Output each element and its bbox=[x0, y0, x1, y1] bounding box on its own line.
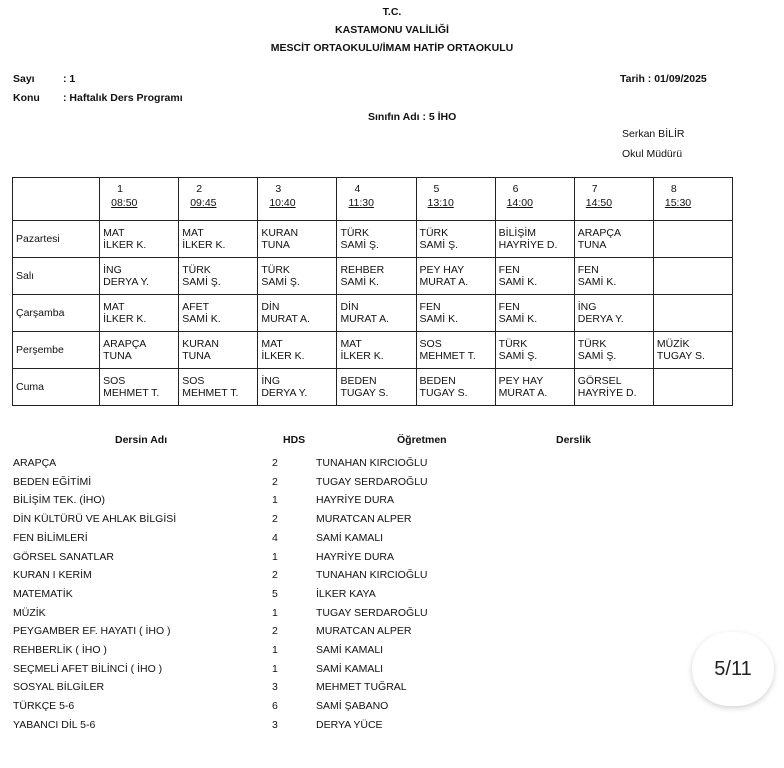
lesson-cell bbox=[416, 258, 495, 295]
konu-value: : Haftalık Ders Programı bbox=[63, 92, 183, 104]
lesson-teacher: SAMİ K. bbox=[182, 313, 221, 325]
course-row bbox=[0, 700, 784, 718]
lesson-teacher: TUNA bbox=[261, 239, 290, 251]
lesson-subject: SOS bbox=[419, 338, 442, 350]
lesson-subject: ARAPÇA bbox=[577, 227, 621, 239]
lesson-teacher: İLKER K. bbox=[261, 350, 305, 362]
lesson-cell bbox=[258, 258, 337, 295]
weekly-schedule-table bbox=[12, 177, 733, 406]
course-name: MATEMATİK bbox=[13, 587, 73, 600]
lesson-cell bbox=[416, 221, 495, 258]
lesson-subject: MÜZİK bbox=[656, 338, 690, 350]
lesson-cell bbox=[258, 369, 337, 406]
lesson-cell bbox=[100, 258, 179, 295]
sayi-value: : 1 bbox=[63, 73, 76, 85]
day-name: Pazartesi bbox=[13, 221, 100, 258]
course-teacher: TUGAY SERDAROĞLU bbox=[316, 475, 428, 488]
lesson-subject: REHBER bbox=[340, 264, 385, 276]
course-teacher: MURATCAN ALPER bbox=[316, 513, 412, 526]
course-hds: 3 bbox=[272, 681, 278, 694]
course-row bbox=[0, 663, 784, 681]
period-header bbox=[179, 178, 258, 221]
course-teacher: İLKER KAYA bbox=[316, 587, 376, 600]
col-header-hds: HDS bbox=[283, 434, 306, 446]
course-teacher: HAYRİYE DURA bbox=[316, 494, 394, 507]
course-teacher: HAYRİYE DURA bbox=[316, 550, 394, 563]
period-number: 6 bbox=[512, 183, 519, 195]
lesson-teacher: DERYA Y. bbox=[103, 276, 150, 288]
day-name: Cuma bbox=[13, 369, 100, 406]
period-number: 3 bbox=[275, 183, 282, 195]
lesson-subject: SOS bbox=[103, 375, 126, 387]
period-header bbox=[258, 178, 337, 221]
day-name: Salı bbox=[13, 258, 100, 295]
lesson-subject: TÜRK bbox=[498, 338, 528, 350]
lesson-cell bbox=[495, 258, 574, 295]
lesson-teacher: HAYRİYE D. bbox=[577, 387, 637, 399]
lesson-subject: ARAPÇA bbox=[103, 338, 147, 350]
corner-cell bbox=[13, 178, 100, 221]
course-name: MÜZİK bbox=[13, 606, 46, 619]
course-name: SEÇMELİ AFET BİLİNCİ ( İHO ) bbox=[13, 662, 163, 675]
lesson-cell bbox=[416, 332, 495, 369]
period-header bbox=[100, 178, 179, 221]
lesson-cell bbox=[574, 295, 653, 332]
lesson-subject: SOS bbox=[182, 375, 205, 387]
schedule-day-row bbox=[13, 258, 733, 295]
course-row bbox=[0, 551, 784, 569]
course-hds: 1 bbox=[272, 550, 278, 563]
lesson-cell bbox=[337, 258, 416, 295]
course-teacher: TUGAY SERDAROĞLU bbox=[316, 606, 428, 619]
period-number: 1 bbox=[117, 183, 123, 195]
lesson-teacher: MEHMET T. bbox=[419, 350, 476, 362]
lesson-cell bbox=[574, 221, 653, 258]
course-teacher: SAMİ KAMALI bbox=[316, 662, 384, 675]
period-number: 4 bbox=[354, 183, 361, 195]
header-governorship: KASTAMONU VALİLİĞİ bbox=[335, 24, 449, 36]
page-indicator: 5/11 bbox=[692, 632, 774, 706]
course-hds: 2 bbox=[272, 457, 278, 469]
course-name: KURAN I KERİM bbox=[13, 569, 92, 582]
header-school-name: MESCİT ORTAOKULU/İMAM HATİP ORTAOKULU bbox=[270, 42, 514, 54]
lesson-teacher: İLKER K. bbox=[103, 239, 147, 251]
period-number: 5 bbox=[433, 183, 440, 195]
lesson-cell bbox=[258, 295, 337, 332]
lesson-teacher: MEHMET T. bbox=[103, 387, 160, 399]
period-time: 10:40 bbox=[269, 197, 296, 209]
lesson-teacher: İLKER K. bbox=[340, 350, 384, 362]
lesson-cell bbox=[258, 332, 337, 369]
course-name: REHBERLİK ( İHO ) bbox=[13, 644, 107, 656]
period-time: 08:50 bbox=[111, 197, 138, 209]
lesson-cell bbox=[337, 369, 416, 406]
course-row bbox=[0, 532, 784, 550]
principal-name: Serkan BİLİR bbox=[622, 128, 685, 140]
col-header-course: Dersin Adı bbox=[115, 434, 168, 446]
course-row bbox=[0, 588, 784, 606]
schedule-header-row bbox=[13, 178, 733, 221]
lesson-cell bbox=[495, 332, 574, 369]
lesson-subject: TÜRK bbox=[261, 264, 290, 276]
lesson-teacher: SAMİ Ş. bbox=[261, 276, 300, 288]
period-time: 14:00 bbox=[506, 197, 533, 209]
course-row bbox=[0, 644, 784, 662]
lesson-teacher: İLKER K. bbox=[103, 313, 147, 325]
lesson-teacher: MEHMET T. bbox=[182, 387, 239, 399]
lesson-teacher: DERYA Y. bbox=[261, 387, 308, 399]
lesson-teacher: TUGAY S. bbox=[656, 350, 705, 362]
course-name: TÜRKÇE 5-6 bbox=[13, 700, 75, 713]
course-name: BİLİŞİM TEK. (İHO) bbox=[13, 494, 105, 507]
principal-title: Okul Müdürü bbox=[622, 148, 683, 160]
course-name: GÖRSEL SANATLAR bbox=[13, 550, 114, 563]
lesson-cell bbox=[337, 295, 416, 332]
course-teacher: SAMİ KAMALI bbox=[316, 644, 384, 656]
course-teacher: SAMİ KAMALI bbox=[316, 531, 384, 544]
lesson-teacher: İLKER K. bbox=[182, 239, 226, 251]
period-header bbox=[337, 178, 416, 221]
period-header bbox=[574, 178, 653, 221]
lesson-subject: İNG bbox=[261, 375, 280, 387]
col-header-teacher: Öğretmen bbox=[397, 434, 447, 446]
lesson-cell bbox=[653, 332, 732, 369]
konu-label: Konu bbox=[13, 92, 40, 104]
lesson-subject: PEY HAY bbox=[498, 375, 544, 387]
lesson-subject: KURAN bbox=[182, 338, 219, 350]
lesson-teacher: SAMİ K. bbox=[419, 313, 459, 325]
lesson-cell bbox=[179, 221, 258, 258]
course-row bbox=[0, 625, 784, 643]
course-hds: 1 bbox=[272, 644, 278, 656]
lesson-teacher: SAMİ K. bbox=[498, 313, 538, 325]
day-name: Çarşamba bbox=[13, 295, 100, 332]
lesson-subject: AFET bbox=[182, 301, 210, 313]
course-name: ARAPÇA bbox=[13, 457, 57, 469]
lesson-cell bbox=[574, 258, 653, 295]
period-header bbox=[416, 178, 495, 221]
lesson-cell bbox=[416, 295, 495, 332]
lesson-teacher: TUNA bbox=[103, 350, 132, 362]
course-teacher: SAMİ ŞABANO bbox=[316, 700, 389, 713]
period-time: 14:50 bbox=[585, 197, 613, 209]
course-name: PEYGAMBER EF. HAYATI ( İHO ) bbox=[13, 625, 171, 638]
course-hds: 1 bbox=[272, 662, 278, 675]
lesson-teacher: SAMİ Ş. bbox=[577, 350, 617, 362]
col-header-room: Derslik bbox=[556, 434, 592, 446]
lesson-subject: MAT bbox=[340, 338, 362, 350]
period-number: 2 bbox=[196, 183, 203, 195]
period-time: 15:30 bbox=[664, 197, 692, 209]
lesson-teacher: TUNA bbox=[182, 350, 211, 362]
lesson-subject: MAT bbox=[182, 227, 204, 239]
class-name: Sınıfın Adı : 5 İHO bbox=[368, 111, 457, 123]
lesson-cell bbox=[653, 369, 732, 406]
period-time: 13:10 bbox=[427, 197, 454, 209]
lesson-cell bbox=[258, 221, 337, 258]
course-row bbox=[0, 569, 784, 587]
lesson-subject: FEN bbox=[577, 264, 599, 276]
lesson-cell bbox=[495, 221, 574, 258]
date: Tarih : 01/09/2025 bbox=[620, 73, 707, 85]
lesson-cell bbox=[100, 332, 179, 369]
course-hds: 1 bbox=[272, 494, 278, 507]
lesson-teacher: SAMİ K. bbox=[577, 276, 617, 288]
lesson-subject: FEN bbox=[498, 264, 520, 276]
lesson-cell bbox=[337, 332, 416, 369]
lesson-subject: BEDEN bbox=[419, 375, 456, 387]
course-teacher: DERYA YÜCE bbox=[316, 718, 383, 731]
period-header bbox=[653, 178, 732, 221]
period-number: 8 bbox=[670, 183, 677, 195]
lesson-subject: TÜRK bbox=[182, 264, 211, 276]
lesson-cell bbox=[495, 369, 574, 406]
course-hds: 2 bbox=[272, 625, 278, 638]
lesson-cell bbox=[179, 295, 258, 332]
lesson-teacher: TUGAY S. bbox=[419, 387, 468, 399]
course-name: YABANCI DİL 5-6 bbox=[13, 718, 96, 731]
lesson-teacher: SAMİ K. bbox=[340, 276, 379, 288]
course-hds: 2 bbox=[272, 513, 278, 526]
lesson-subject: BEDEN bbox=[340, 375, 377, 387]
lesson-subject: TÜRK bbox=[577, 338, 607, 350]
lesson-subject: MAT bbox=[103, 227, 125, 239]
course-hds: 1 bbox=[272, 606, 278, 619]
lesson-cell bbox=[100, 295, 179, 332]
course-teacher: TUNAHAN KIRCIOĞLU bbox=[316, 569, 428, 582]
lesson-subject: BİLİŞİM bbox=[498, 227, 537, 239]
schedule-day-row bbox=[13, 332, 733, 369]
lesson-cell bbox=[653, 295, 732, 332]
lesson-cell bbox=[574, 369, 653, 406]
course-row bbox=[0, 457, 784, 475]
lesson-cell bbox=[574, 332, 653, 369]
course-hds: 2 bbox=[272, 475, 278, 488]
course-hds: 6 bbox=[272, 700, 278, 713]
lesson-teacher: SAMİ Ş. bbox=[498, 350, 538, 362]
lesson-teacher: MURAT A. bbox=[498, 387, 548, 399]
lesson-cell bbox=[179, 369, 258, 406]
course-hds: 3 bbox=[272, 718, 278, 731]
course-row bbox=[0, 719, 784, 737]
lesson-teacher: TUGAY S. bbox=[340, 387, 389, 399]
lesson-subject: İNG bbox=[103, 264, 122, 276]
lesson-subject: TÜRK bbox=[340, 227, 370, 239]
lesson-teacher: MURAT A. bbox=[419, 276, 469, 288]
period-time: 09:45 bbox=[190, 197, 217, 209]
lesson-cell bbox=[100, 221, 179, 258]
period-header bbox=[495, 178, 574, 221]
lesson-subject: PEY HAY bbox=[419, 264, 465, 276]
lesson-teacher: HAYRİYE D. bbox=[498, 239, 558, 251]
lesson-subject: MAT bbox=[261, 338, 283, 350]
lesson-subject: DİN bbox=[261, 301, 280, 313]
course-row bbox=[0, 494, 784, 512]
course-hds: 4 bbox=[272, 531, 278, 544]
course-row bbox=[0, 476, 784, 494]
lesson-cell bbox=[653, 221, 732, 258]
lesson-teacher: SAMİ Ş. bbox=[419, 239, 459, 251]
course-row bbox=[0, 607, 784, 625]
lesson-teacher: MURAT A. bbox=[340, 313, 390, 325]
lesson-subject: MAT bbox=[103, 301, 125, 313]
lesson-subject: İNG bbox=[577, 301, 597, 313]
lesson-teacher: DERYA Y. bbox=[577, 313, 624, 325]
schedule-day-row bbox=[13, 369, 733, 406]
sayi-label: Sayı bbox=[13, 73, 35, 85]
lesson-cell bbox=[100, 369, 179, 406]
lesson-subject: GÖRSEL bbox=[577, 375, 622, 387]
course-name: FEN BİLİMLERİ bbox=[13, 531, 88, 544]
lesson-cell bbox=[179, 332, 258, 369]
schedule-day-row bbox=[13, 221, 733, 258]
lesson-cell bbox=[416, 369, 495, 406]
lesson-teacher: MURAT A. bbox=[261, 313, 310, 325]
header-tc: T.C. bbox=[382, 6, 402, 18]
lesson-subject: DİN bbox=[340, 301, 359, 313]
course-name: DİN KÜLTÜRÜ VE AHLAK BİLGİSİ bbox=[13, 513, 177, 526]
course-row bbox=[0, 513, 784, 531]
lesson-subject: FEN bbox=[498, 301, 520, 313]
lesson-subject: FEN bbox=[419, 301, 441, 313]
period-number: 7 bbox=[591, 183, 598, 195]
course-teacher: MURATCAN ALPER bbox=[316, 625, 412, 638]
lesson-cell bbox=[653, 258, 732, 295]
lesson-subject: KURAN bbox=[261, 227, 299, 239]
course-teacher: TUNAHAN KIRCIOĞLU bbox=[316, 457, 428, 469]
lesson-subject: TÜRK bbox=[419, 227, 449, 239]
schedule-day-row bbox=[13, 295, 733, 332]
lesson-cell bbox=[179, 258, 258, 295]
course-hds: 5 bbox=[272, 587, 278, 600]
lesson-teacher: SAMİ Ş. bbox=[340, 239, 379, 251]
lesson-cell bbox=[495, 295, 574, 332]
course-hds: 2 bbox=[272, 569, 278, 582]
lesson-teacher: SAMİ Ş. bbox=[182, 276, 221, 288]
period-time: 11:30 bbox=[348, 197, 374, 209]
day-name: Perşembe bbox=[13, 332, 100, 369]
course-row bbox=[0, 681, 784, 699]
lesson-cell bbox=[337, 221, 416, 258]
course-name: BEDEN EĞİTİMİ bbox=[13, 475, 92, 488]
lesson-teacher: SAMİ K. bbox=[498, 276, 538, 288]
course-teacher: MEHMET TUĞRAL bbox=[316, 681, 407, 694]
course-name: SOSYAL BİLGİLER bbox=[13, 681, 105, 694]
lesson-teacher: TUNA bbox=[577, 239, 607, 251]
